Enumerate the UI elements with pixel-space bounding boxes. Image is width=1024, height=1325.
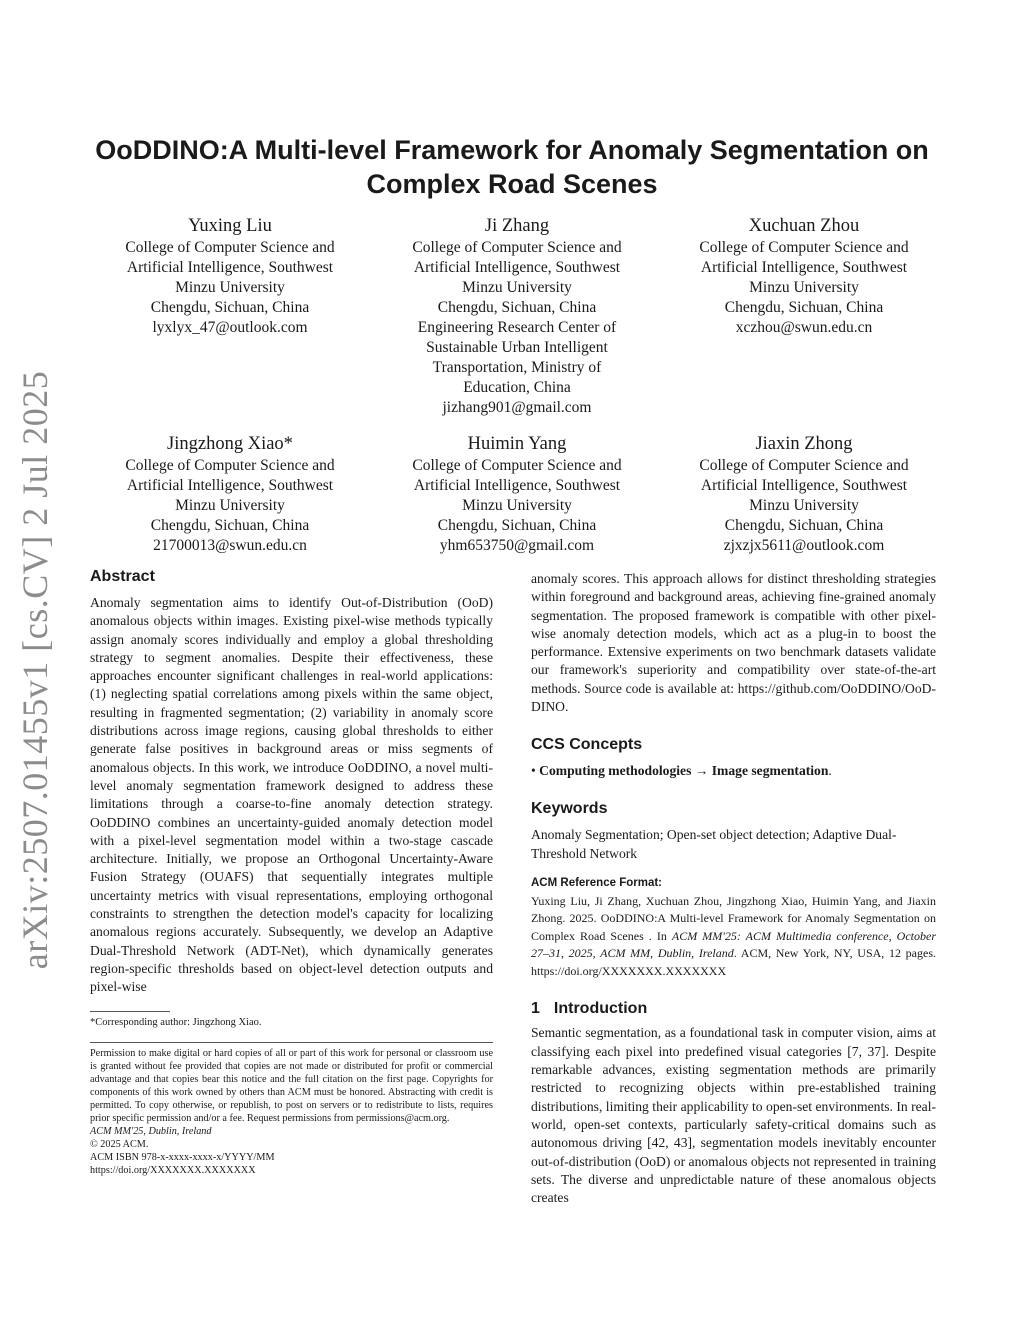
affiliation-line: Chengdu, Sichuan, China: [724, 299, 884, 316]
affiliation-line: College of Computer Science and: [699, 239, 909, 256]
affiliation-line: Engineering Research Center of: [417, 319, 617, 336]
keywords-text: Anomaly Segmentation; Open-set object detection; Adaptive Dual-Threshold Network: [531, 827, 897, 861]
bullet: •: [531, 763, 536, 779]
author-name: Huimin Yang: [467, 434, 567, 454]
left-column: [90, 566, 493, 1177]
isbn-line: ACM ISBN 978-x-xxxx-xxxx-x/YYYY/MM: [90, 1151, 275, 1163]
author-block: [382, 214, 652, 418]
author-email: lyxlyx_47@outlook.com: [152, 319, 308, 336]
affiliation-line: Artificial Intelligence, Southwest: [413, 477, 621, 494]
author-block: [382, 432, 652, 556]
affiliation-line: College of Computer Science and: [125, 457, 335, 474]
affiliation-line: Minzu University: [749, 497, 859, 514]
affiliation-line: Chengdu, Sichuan, China: [437, 517, 597, 534]
author-name: Yuxing Liu: [188, 216, 272, 236]
author-email: jizhang901@gmail.com: [442, 399, 592, 416]
affiliation-line: Artificial Intelligence, Southwest: [700, 259, 908, 276]
footnote-divider: [90, 1011, 170, 1012]
ccs-concept-text: Computing methodologies → Image segmentation: [539, 763, 829, 779]
author-block: [669, 432, 939, 556]
abstract-heading: Abstract: [90, 568, 155, 585]
affiliation-line: College of Computer Science and: [412, 457, 622, 474]
affiliation-line: Chengdu, Sichuan, China: [724, 517, 884, 534]
affiliation-line: Chengdu, Sichuan, China: [437, 299, 597, 316]
affiliation-line: Minzu University: [462, 279, 572, 296]
affiliation-line: Artificial Intelligence, Southwest: [700, 477, 908, 494]
acm-reference-text: [531, 893, 936, 981]
section-title: Introduction: [553, 1000, 648, 1018]
author-row-1: [95, 214, 939, 418]
affiliation-line: College of Computer Science and: [412, 239, 622, 256]
ccs-heading: CCS Concepts: [531, 736, 643, 754]
author-name: Xuchuan Zhou: [748, 216, 860, 236]
author-email: xczhou@swun.edu.cn: [735, 319, 873, 336]
arxiv-identifier: arXiv:2507.01455v1 [cs.CV] 2 Jul 2025: [15, 370, 55, 970]
affiliation-line: Artificial Intelligence, Southwest: [413, 259, 621, 276]
affiliation-line: Minzu University: [175, 497, 285, 514]
permission-divider: [90, 1042, 493, 1043]
affiliation-line: Chengdu, Sichuan, China: [150, 517, 310, 534]
affiliation-line: Chengdu, Sichuan, China: [150, 299, 310, 316]
author-name: Jingzhong Xiao*: [167, 434, 293, 454]
arxiv-stamp: [0, 370, 70, 970]
affiliation-line: Transportation, Ministry of: [432, 359, 602, 376]
abstract-text-continued: anomaly scores. This approach allows for distinct thresholding strategies within foreground and background areas, achieving fine-grained anomaly segmentation. The proposed framework is compatible with other pixel-wise anomaly detection models, which act as a plug-in to boost the performance. Extensive experiments on two benchmark datasets validate our framework's superiority and compatibility over state-of-the-art methods. Source code is available at: https://github.com/OoDDINO/OoD-DINO.: [531, 571, 936, 715]
keywords-heading: Keywords: [531, 800, 608, 818]
corresponding-author-note: *Corresponding author: Jingzhong Xiao.: [90, 1016, 262, 1028]
affiliation-line: College of Computer Science and: [125, 239, 335, 256]
introduction-heading: [531, 998, 936, 1020]
acm-reference-heading: ACM Reference Format:: [531, 876, 662, 889]
copyright-line: © 2025 ACM.: [90, 1138, 149, 1150]
author-block: [95, 214, 365, 418]
acm-reference-venue: ACM MM'25: ACM Multimedia conference, October 27–31, 2025, ACM MM, Dublin, Ireland: [531, 928, 936, 961]
doi-line: https://doi.org/XXXXXXX.XXXXXXX: [90, 1164, 256, 1176]
affiliation-line: Minzu University: [749, 279, 859, 296]
introduction-text: Semantic segmentation, as a foundational task in computer vision, aims at classifying each pixel into predefined visual categories [7, 37]. Despite remarkable advances, existing segmentation methods are primarily restricted to recognizing objects within pre-established training distributions, limiting their applicability to open-set environments. In real-world, open-set contexts, particularly safety-critical domains such as autonomous driving [42, 43], segmentation models inevitably encounter out-of-distribution (OoD) or anomalous objects not represented in training sets. The diverse and unpredictable nature of these anomalous objects creates: [531, 1025, 936, 1206]
right-column: [531, 570, 936, 1207]
author-block: [669, 214, 939, 418]
paper-title: OoDDINO:A Multi-level Framework for Anomaly Segmentation on Complex Road Scenes: [95, 135, 929, 199]
acm-reference-publisher: . ACM, New York, NY, USA, 12 pages. https://doi.org/XXXXXXX.XXXXXXX: [531, 946, 936, 978]
ccs-concept-period: .: [828, 763, 832, 779]
author-email: zjxzjx5611@outlook.com: [723, 537, 885, 554]
affiliation-line: Artificial Intelligence, Southwest: [126, 259, 334, 276]
affiliation-line: Artificial Intelligence, Southwest: [126, 477, 334, 494]
author-email: 21700013@swun.edu.cn: [153, 537, 307, 554]
author-email: yhm653750@gmail.com: [439, 537, 595, 554]
affiliation-line: Minzu University: [462, 497, 572, 514]
venue-line: ACM MM'25, Dublin, Ireland: [90, 1125, 212, 1137]
affiliation-line: Minzu University: [175, 279, 285, 296]
affiliation-line: Sustainable Urban Intelligent: [426, 339, 608, 356]
abstract-text: Anomaly segmentation aims to identify Out-of-Distribution (OoD) anomalous objects within images. Existing pixel-wise methods typically assign anomaly scores individually and employ a global thresholding strategy to segment anomalies. Despite their effectiveness, these approaches encounter significant challenges in real-world applications: (1) neglecting spatial correlations among pixels within the same object, resulting in fragmented segmentation; (2) variability in anomaly score distributions across image regions, causing global thresholds to either generate false positives in background areas or miss segments of anomalous objects. In this work, we introduce OoDDINO, a novel multi-level anomaly segmentation framework designed to address these limitations through a coarse-to-fine anomaly detection strategy. OoDDINO combines an uncertainty-guided anomaly detection model with a pixel-level segmentation model within a two-stage cascade architecture. Initially, we propose an Orthogonal Uncertainty-Aware Fusion Strategy (OUAFS) that sequentially integrates multiple uncertainty metrics with visual representations, employing orthogonal constraints to strengthen the detection model's capacity for localizing anomalous regions accurately. Subsequently, we develop an Adaptive Dual-Threshold Network (ADT-Net), which dynamically generates region-specific thresholds based on object-level detection outputs and pixel-wise: [90, 595, 493, 995]
affiliation-line: College of Computer Science and: [699, 457, 909, 474]
affiliation-line: Education, China: [463, 379, 571, 396]
author-name: Jiaxin Zhong: [755, 434, 853, 454]
author-block: [95, 432, 365, 556]
author-row-2: [95, 432, 939, 556]
permission-notice: Permission to make digital or hard copies of all or part of this work for personal or classroom use is granted without fee provided that copies are not made or distributed for profit or commercial advantage and that copies bear this notice and the full citation on the first page. Copyrights for components of this work owned by others than ACM must be honored. Abstracting with credit is permitted. To copy otherwise, or republish, to post on servers or to redistribute to lists, requires prior specific permission and/or a fee. Request permissions from permissions@acm.org.: [90, 1047, 493, 1124]
ccs-concept: [531, 762, 936, 780]
acm-reference-authors: Yuxing Liu, Ji Zhang, Xuchuan Zhou, Jingzhong Xiao, Huimin Yang, and Jiaxin Zhong. 2025. OoDDINO:A Multi-level Framework for Anomaly Segmentation on Complex Road Scenes . In: [531, 893, 936, 943]
author-name: Ji Zhang: [484, 216, 550, 236]
section-number: 1: [531, 1000, 540, 1018]
